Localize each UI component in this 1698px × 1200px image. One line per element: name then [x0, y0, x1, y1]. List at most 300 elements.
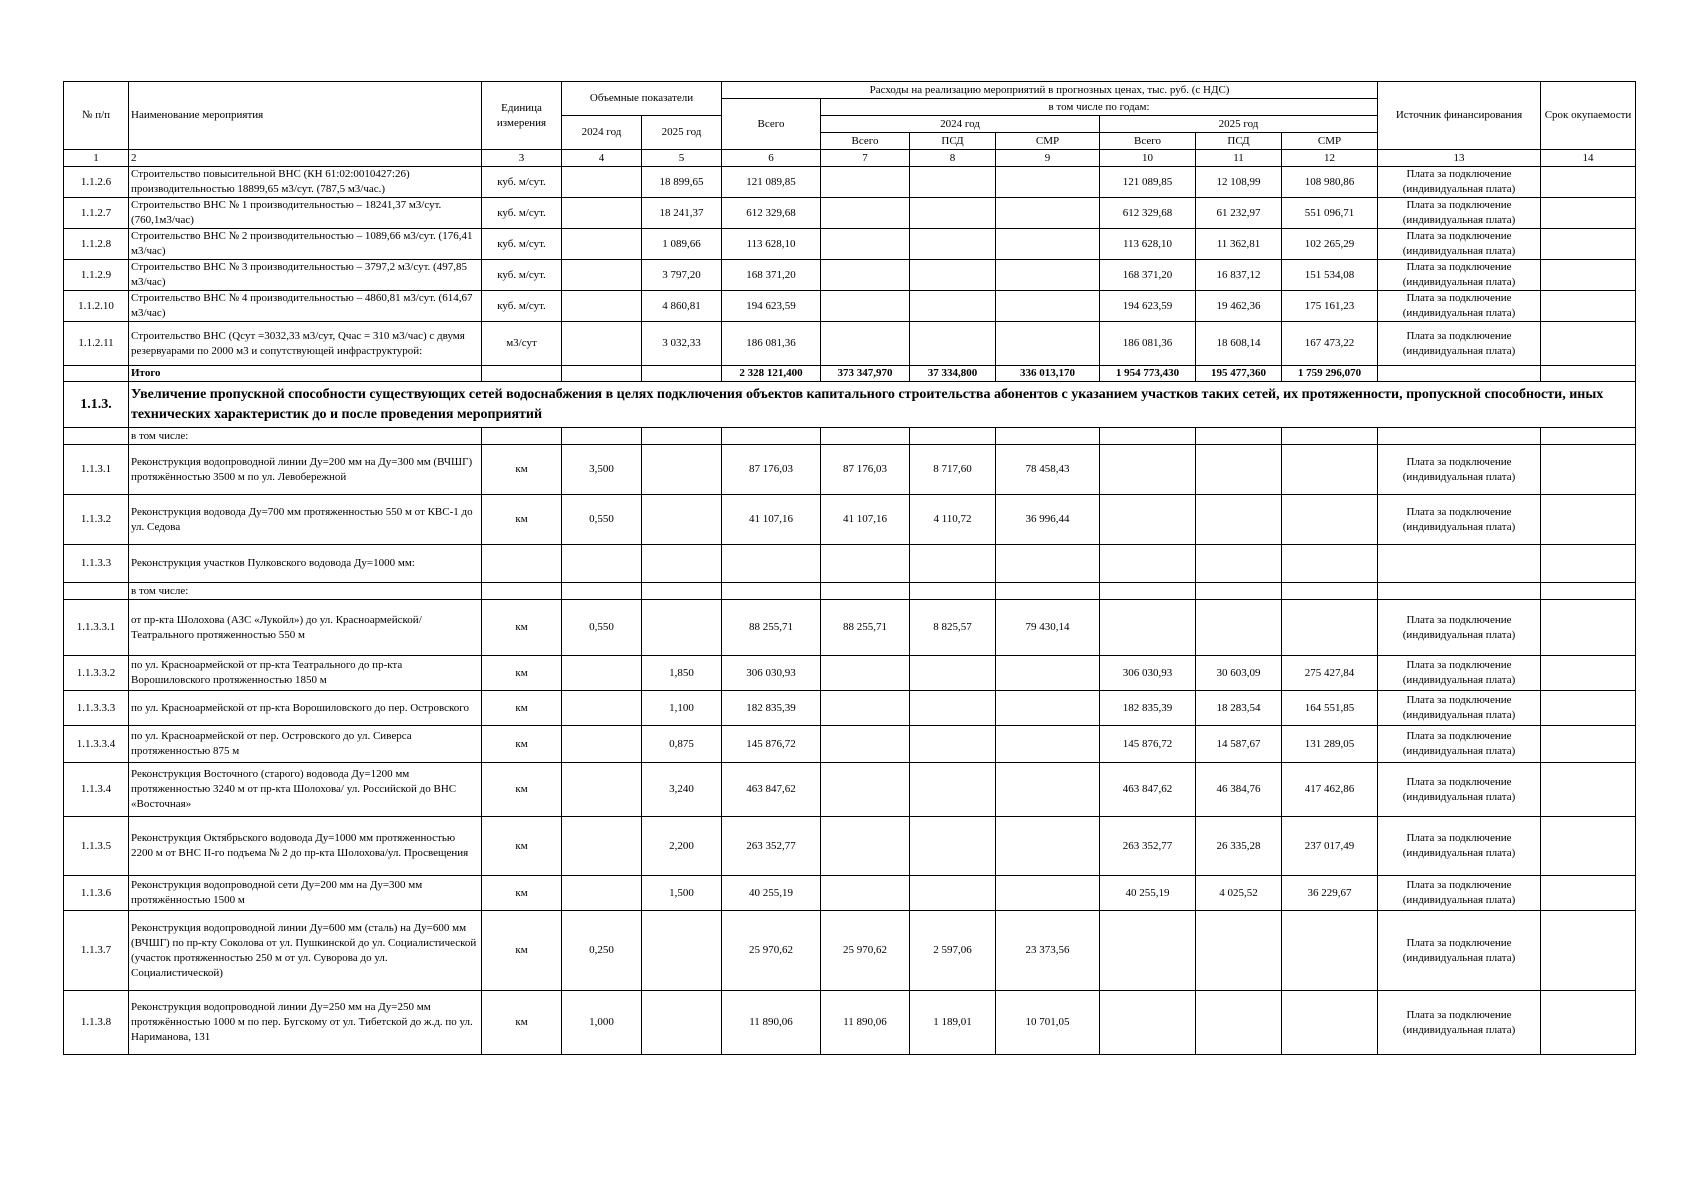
row-total: 612 329,68 [722, 198, 821, 229]
row-2025-psd [1196, 991, 1282, 1055]
row-2024-smr [996, 876, 1100, 911]
row-num: 1.1.3.4 [64, 763, 129, 817]
row-unit: куб. м/сут. [482, 167, 562, 198]
row-2024-psd: 4 110,72 [910, 495, 996, 545]
row-2025-total [1100, 495, 1196, 545]
header-unit: Единица измерения [482, 82, 562, 150]
itogo-2024-smr: 336 013,170 [996, 366, 1100, 382]
table-row [64, 691, 1636, 726]
row-total: 306 030,93 [722, 656, 821, 691]
row-payback [1541, 911, 1636, 991]
col-number: 3 [482, 150, 562, 167]
row-total: 11 890,06 [722, 991, 821, 1055]
table-row [64, 260, 1636, 291]
row-name: Реконструкция участков Пулковского водовода Ду=1000 мм: [129, 545, 482, 583]
table-row [64, 911, 1636, 991]
row-2025-psd: 11 362,81 [1196, 229, 1282, 260]
col-number: 5 [642, 150, 722, 167]
in-that-number-row [64, 583, 1636, 600]
row-unit: м3/сут [482, 322, 562, 366]
investment-program-table [63, 81, 1636, 1055]
row-funding-source: Плата за подключение (индивидуальная плата) [1378, 167, 1541, 198]
row-2024-total: 87 176,03 [821, 445, 910, 495]
row-total: 263 352,77 [722, 817, 821, 876]
header-payback: Срок окупаемости [1541, 82, 1636, 150]
rows-section-112 [64, 167, 1636, 366]
row-volume-2024 [562, 817, 642, 876]
row-funding-source: Плата за подключение (индивидуальная плата) [1378, 260, 1541, 291]
row-num: 1.1.3.7 [64, 911, 129, 991]
row-2024-psd [910, 763, 996, 817]
row-2024-smr [996, 656, 1100, 691]
row-2025-psd: 61 232,97 [1196, 198, 1282, 229]
rows-section-1133 [64, 600, 1636, 1055]
row-2025-total [1100, 600, 1196, 656]
row-volume-2024 [562, 291, 642, 322]
row-num: 1.1.2.6 [64, 167, 129, 198]
row-2025-smr: 551 096,71 [1282, 198, 1378, 229]
row-num: 1.1.3.2 [64, 495, 129, 545]
row-2024-psd [910, 817, 996, 876]
table-row [64, 726, 1636, 763]
row-funding-source: Плата за подключение (индивидуальная плата) [1378, 876, 1541, 911]
row-2024-smr [996, 817, 1100, 876]
itogo-label: Итого [129, 366, 482, 382]
row-volume-2024 [562, 260, 642, 291]
row-unit: км [482, 495, 562, 545]
row-2025-smr [1282, 600, 1378, 656]
row-total: 88 255,71 [722, 600, 821, 656]
table-row [64, 991, 1636, 1055]
row-unit: км [482, 911, 562, 991]
row-unit: куб. м/сут. [482, 291, 562, 322]
header-2025-smr: СМР [1282, 133, 1378, 150]
table-row [64, 495, 1636, 545]
row-funding-source: Плата за подключение (индивидуальная плата) [1378, 600, 1541, 656]
row-volume-2024 [562, 876, 642, 911]
totals-section [64, 366, 1636, 445]
row-2024-smr [996, 726, 1100, 763]
header-2024-total: Всего [821, 133, 910, 150]
row-2024-psd [910, 656, 996, 691]
row-2024-total: 25 970,62 [821, 911, 910, 991]
col-number: 13 [1378, 150, 1541, 167]
row-2025-smr: 102 265,29 [1282, 229, 1378, 260]
row-2025-total: 612 329,68 [1100, 198, 1196, 229]
header-source: Источник финансирования [1378, 82, 1541, 150]
row-2024-total [821, 726, 910, 763]
row-2024-smr [996, 322, 1100, 366]
col-number: 10 [1100, 150, 1196, 167]
row-2024-psd: 8 717,60 [910, 445, 996, 495]
row-name: Реконструкция водопроводной линии Ду=200 мм на Ду=300 мм (ВЧШГ) протяжённостью 3500 м по ул. Левобережной [129, 445, 482, 495]
header-2025-total: Всего [1100, 133, 1196, 150]
row-name: по ул. Красноармейской от пр-кта Театрального до пр-кта Ворошиловского протяженностью 1850 м [129, 656, 482, 691]
row-num: 1.1.3.3.3 [64, 691, 129, 726]
row-2025-total [1100, 991, 1196, 1055]
row-2025-psd [1196, 495, 1282, 545]
row-name: от пр-кта Шолохова (АЗС «Лукойл») до ул. Красноармейской/Театрального протяженностью 550 м [129, 600, 482, 656]
row-2024-total [821, 291, 910, 322]
row-2024-psd [910, 260, 996, 291]
row-2025-psd: 26 335,28 [1196, 817, 1282, 876]
row-funding-source: Плата за подключение (индивидуальная плата) [1378, 817, 1541, 876]
row-2024-total: 11 890,06 [821, 991, 910, 1055]
row-2025-smr: 175 161,23 [1282, 291, 1378, 322]
col-number: 12 [1282, 150, 1378, 167]
row-2024-smr [996, 291, 1100, 322]
row-2025-total: 121 089,85 [1100, 167, 1196, 198]
section-number: 1.1.3. [64, 382, 129, 428]
row-2024-smr: 10 701,05 [996, 991, 1100, 1055]
row-2025-smr [1282, 445, 1378, 495]
row-payback [1541, 876, 1636, 911]
row-2025-total: 145 876,72 [1100, 726, 1196, 763]
row-unit: км [482, 763, 562, 817]
col-number: 4 [562, 150, 642, 167]
row-2025-smr: 151 534,08 [1282, 260, 1378, 291]
in-that-number-row [64, 428, 1636, 445]
row-2024-total [821, 817, 910, 876]
row-num: 1.1.3.5 [64, 817, 129, 876]
row-volume-2025 [642, 600, 722, 656]
row-volume-2025: 4 860,81 [642, 291, 722, 322]
row-num: 1.1.2.11 [64, 322, 129, 366]
row-total: 113 628,10 [722, 229, 821, 260]
row-2025-smr [1282, 911, 1378, 991]
row-2024-psd [910, 322, 996, 366]
row-volume-2025 [642, 445, 722, 495]
table-header [64, 82, 1636, 167]
row-2024-psd: 1 189,01 [910, 991, 996, 1055]
header-year-2024: 2024 год [821, 116, 1100, 133]
row-unit: км [482, 726, 562, 763]
row-2024-psd [910, 229, 996, 260]
row-volume-2025: 3,240 [642, 763, 722, 817]
row-total: 40 255,19 [722, 876, 821, 911]
row-2024-total [821, 876, 910, 911]
row-2024-smr [996, 167, 1100, 198]
row-volume-2025: 18 241,37 [642, 198, 722, 229]
row-num: 1.1.2.10 [64, 291, 129, 322]
row-total: 145 876,72 [722, 726, 821, 763]
row-2025-psd [1196, 445, 1282, 495]
row-volume-2025: 18 899,65 [642, 167, 722, 198]
row-2025-total: 263 352,77 [1100, 817, 1196, 876]
row-payback [1541, 322, 1636, 366]
row-funding-source: Плата за подключение (индивидуальная плата) [1378, 291, 1541, 322]
row-2025-psd: 18 608,14 [1196, 322, 1282, 366]
row-2025-total: 182 835,39 [1100, 691, 1196, 726]
row-payback [1541, 198, 1636, 229]
in-that-number-label: в том числе: [129, 583, 482, 600]
col-number: 6 [722, 150, 821, 167]
table-row [64, 229, 1636, 260]
row-num: 1.1.3.6 [64, 876, 129, 911]
column-numbers-row [64, 150, 1636, 167]
table-row [64, 322, 1636, 366]
row-payback [1541, 817, 1636, 876]
row-volume-2024: 0,550 [562, 495, 642, 545]
row-2024-psd: 8 825,57 [910, 600, 996, 656]
row-2025-smr: 237 017,49 [1282, 817, 1378, 876]
section-title-row [64, 382, 1636, 428]
row-2025-smr: 36 229,67 [1282, 876, 1378, 911]
row-num: 1.1.3.1 [64, 445, 129, 495]
row-2024-smr [996, 763, 1100, 817]
row-2025-psd: 16 837,12 [1196, 260, 1282, 291]
table-row [64, 167, 1636, 198]
row-volume-2024 [562, 167, 642, 198]
row-2024-smr [996, 198, 1100, 229]
row-total: 194 623,59 [722, 291, 821, 322]
row-volume-2025 [642, 911, 722, 991]
table-row [64, 445, 1636, 495]
row-payback [1541, 495, 1636, 545]
row-2025-total: 463 847,62 [1100, 763, 1196, 817]
row-volume-2025: 1 089,66 [642, 229, 722, 260]
row-volume-2025: 1,100 [642, 691, 722, 726]
table-row [64, 600, 1636, 656]
row-name: Строительство ВНС № 4 производительностью – 4860,81 м3/сут. (614,67 м3/час) [129, 291, 482, 322]
row-volume-2024 [562, 726, 642, 763]
row-unit: км [482, 445, 562, 495]
row-2025-smr: 164 551,85 [1282, 691, 1378, 726]
row-volume-2024 [562, 691, 642, 726]
row-num: 1.1.3.3.1 [64, 600, 129, 656]
table-row [64, 545, 1636, 583]
row-funding-source: Плата за подключение (индивидуальная плата) [1378, 198, 1541, 229]
row-volume-2024 [562, 229, 642, 260]
row-2025-total [1100, 911, 1196, 991]
col-number: 8 [910, 150, 996, 167]
header-year-2025: 2025 год [1100, 116, 1378, 133]
row-num: 1.1.3.3 [64, 545, 129, 583]
row-volume-2024 [562, 322, 642, 366]
row-2025-psd: 18 283,54 [1196, 691, 1282, 726]
header-total: Всего [722, 99, 821, 150]
row-2025-psd [1196, 600, 1282, 656]
row-2025-total: 186 081,36 [1100, 322, 1196, 366]
row-2024-psd [910, 876, 996, 911]
row-total: 87 176,03 [722, 445, 821, 495]
row-unit: км [482, 817, 562, 876]
row-unit: км [482, 691, 562, 726]
table-row [64, 656, 1636, 691]
row-2024-total [821, 167, 910, 198]
row-2025-total: 113 628,10 [1100, 229, 1196, 260]
itogo-2025-total: 1 954 773,430 [1100, 366, 1196, 382]
col-number: 9 [996, 150, 1100, 167]
row-total: 182 835,39 [722, 691, 821, 726]
itogo-2025-smr: 1 759 296,070 [1282, 366, 1378, 382]
row-funding-source: Плата за подключение (индивидуальная плата) [1378, 229, 1541, 260]
row-funding-source: Плата за подключение (индивидуальная плата) [1378, 726, 1541, 763]
row-2025-smr: 108 980,86 [1282, 167, 1378, 198]
row-payback [1541, 991, 1636, 1055]
row-name: Строительство ВНС № 3 производительностью – 3797,2 м3/сут. (497,85 м3/час) [129, 260, 482, 291]
itogo-2025-psd: 195 477,360 [1196, 366, 1282, 382]
header-volume: Объемные показатели [562, 82, 722, 116]
header-by-years: в том числе по годам: [821, 99, 1378, 116]
row-2024-total [821, 763, 910, 817]
itogo-2024-total: 373 347,970 [821, 366, 910, 382]
row-payback [1541, 229, 1636, 260]
row-total: 463 847,62 [722, 763, 821, 817]
row-payback [1541, 600, 1636, 656]
row-2025-total: 194 623,59 [1100, 291, 1196, 322]
row-name: по ул. Красноармейской от пр-кта Ворошиловского до пер. Островского [129, 691, 482, 726]
row-unit: куб. м/сут. [482, 260, 562, 291]
row-funding-source: Плата за подключение (индивидуальная плата) [1378, 991, 1541, 1055]
header-expenses: Расходы на реализацию мероприятий в прогнозных ценах, тыс. руб. (с НДС) [722, 82, 1378, 99]
row-num: 1.1.3.3.4 [64, 726, 129, 763]
itogo-total: 2 328 121,400 [722, 366, 821, 382]
row-volume-2024: 1,000 [562, 991, 642, 1055]
row-total: 186 081,36 [722, 322, 821, 366]
row-2024-total: 41 107,16 [821, 495, 910, 545]
row-volume-2025: 3 797,20 [642, 260, 722, 291]
row-name: Строительство ВНС (Qсут =3032,33 м3/сут, Qчас = 310 м3/час) с двумя резервуарами по 2000 м3 и сопутствующей инфраструктурой: [129, 322, 482, 366]
row-num: 1.1.3.3.2 [64, 656, 129, 691]
row-funding-source: Плата за подключение (индивидуальная плата) [1378, 656, 1541, 691]
row-2024-psd [910, 726, 996, 763]
row-funding-source: Плата за подключение (индивидуальная плата) [1378, 911, 1541, 991]
table-row [64, 817, 1636, 876]
row-2024-total [821, 260, 910, 291]
header-2025-psd: ПСД [1196, 133, 1282, 150]
row-unit: куб. м/сут. [482, 198, 562, 229]
row-2024-psd [910, 291, 996, 322]
row-name: Реконструкция Восточного (старого) водовода Ду=1200 мм протяженностью 3240 м от пр-кта Шолохова/ ул. Российской до ВНС «Восточная» [129, 763, 482, 817]
row-volume-2024 [562, 656, 642, 691]
row-name: Строительство ВНС № 2 производительностью – 1089,66 м3/сут. (176,41 м3/час) [129, 229, 482, 260]
row-2024-smr: 78 458,43 [996, 445, 1100, 495]
col-number: 2 [129, 150, 482, 167]
header-vol-2024: 2024 год [562, 116, 642, 150]
row-name: Реконструкция водопроводной сети Ду=200 мм на Ду=300 мм протяжённостью 1500 м [129, 876, 482, 911]
row-volume-2025: 1,500 [642, 876, 722, 911]
row-2025-total: 306 030,93 [1100, 656, 1196, 691]
row-payback [1541, 691, 1636, 726]
row-volume-2025: 0,875 [642, 726, 722, 763]
row-funding-source: Плата за подключение (индивидуальная плата) [1378, 763, 1541, 817]
row-2024-total [821, 691, 910, 726]
row-2024-total [821, 656, 910, 691]
row-num: 1.1.3.8 [64, 991, 129, 1055]
row-2025-smr [1282, 495, 1378, 545]
table-row [64, 876, 1636, 911]
table-row [64, 763, 1636, 817]
row-2025-smr: 417 462,86 [1282, 763, 1378, 817]
row-name: Строительство ВНС № 1 производительностью – 18241,37 м3/сут. (760,1м3/час) [129, 198, 482, 229]
row-2025-psd [1196, 911, 1282, 991]
row-volume-2024: 0,250 [562, 911, 642, 991]
row-volume-2025: 1,850 [642, 656, 722, 691]
row-total: 121 089,85 [722, 167, 821, 198]
row-2025-smr: 275 427,84 [1282, 656, 1378, 691]
row-2024-psd: 2 597,06 [910, 911, 996, 991]
row-2025-psd: 14 587,67 [1196, 726, 1282, 763]
row-payback [1541, 763, 1636, 817]
row-unit: км [482, 991, 562, 1055]
row-2025-smr [1282, 991, 1378, 1055]
row-total: 25 970,62 [722, 911, 821, 991]
row-2024-psd [910, 691, 996, 726]
col-number: 1 [64, 150, 129, 167]
row-volume-2024 [562, 198, 642, 229]
header-name: Наименование мероприятия [129, 82, 482, 150]
row-2024-total [821, 198, 910, 229]
table-row [64, 198, 1636, 229]
row-2024-psd [910, 167, 996, 198]
row-2025-psd: 30 603,09 [1196, 656, 1282, 691]
row-2024-smr: 79 430,14 [996, 600, 1100, 656]
header-vol-2025: 2025 год [642, 116, 722, 150]
row-volume-2025 [642, 495, 722, 545]
row-volume-2024: 0,550 [562, 600, 642, 656]
row-2024-total [821, 229, 910, 260]
header-num: № п/п [64, 82, 129, 150]
rows-section-113 [64, 445, 1636, 545]
col-number: 7 [821, 150, 910, 167]
row-2024-smr [996, 229, 1100, 260]
row-num: 1.1.2.7 [64, 198, 129, 229]
row-volume-2025 [642, 991, 722, 1055]
row-total: 41 107,16 [722, 495, 821, 545]
row-payback [1541, 167, 1636, 198]
row-volume-2025: 2,200 [642, 817, 722, 876]
row-2025-psd: 19 462,36 [1196, 291, 1282, 322]
row-2024-smr: 36 996,44 [996, 495, 1100, 545]
row-funding-source: Плата за подключение (индивидуальная плата) [1378, 691, 1541, 726]
row-2025-smr: 167 473,22 [1282, 322, 1378, 366]
row-unit: км [482, 876, 562, 911]
col-number: 11 [1196, 150, 1282, 167]
row-payback [1541, 291, 1636, 322]
row-volume-2024: 3,500 [562, 445, 642, 495]
row-unit: км [482, 600, 562, 656]
row-2025-total: 40 255,19 [1100, 876, 1196, 911]
row-num: 1.1.2.8 [64, 229, 129, 260]
row-payback [1541, 260, 1636, 291]
header-2024-smr: СМР [996, 133, 1100, 150]
row-name: Строительство повысительной ВНС (КН 61:02:0010427:26) производительностью 18899,65 м3/сут. (787,5 м3/час.) [129, 167, 482, 198]
row-unit: км [482, 656, 562, 691]
table-row [64, 291, 1636, 322]
row-2024-smr: 23 373,56 [996, 911, 1100, 991]
row-name: Реконструкция водопроводной линии Ду=250 мм на Ду=250 мм протяжённостью 1000 м по пер. Бугскому от ул. Тибетской до ж.д. по ул. Нариманова, 131 [129, 991, 482, 1055]
row-name: Реконструкция водопроводной линии Ду=600 мм (сталь) на Ду=600 мм (ВЧШГ) по пр-кту Соколова от ул. Пушкинской до ул. Социалистической (участок протяженностью 250 м от ул. Суворова до ул. Социалистической) [129, 911, 482, 991]
row-payback [1541, 445, 1636, 495]
row-2025-smr: 131 289,05 [1282, 726, 1378, 763]
row-2024-psd [910, 198, 996, 229]
row-2025-psd: 4 025,52 [1196, 876, 1282, 911]
row-volume-2025: 3 032,33 [642, 322, 722, 366]
row-num: 1.1.2.9 [64, 260, 129, 291]
row-2025-psd: 12 108,99 [1196, 167, 1282, 198]
header-2024-psd: ПСД [910, 133, 996, 150]
row-2025-psd: 46 384,76 [1196, 763, 1282, 817]
row-2024-total: 88 255,71 [821, 600, 910, 656]
itogo-2024-psd: 37 334,800 [910, 366, 996, 382]
row-funding-source: Плата за подключение (индивидуальная плата) [1378, 445, 1541, 495]
pulkovsky-header [64, 545, 1636, 600]
row-volume-2024 [562, 763, 642, 817]
row-2025-total [1100, 445, 1196, 495]
row-payback [1541, 656, 1636, 691]
row-2024-smr [996, 260, 1100, 291]
